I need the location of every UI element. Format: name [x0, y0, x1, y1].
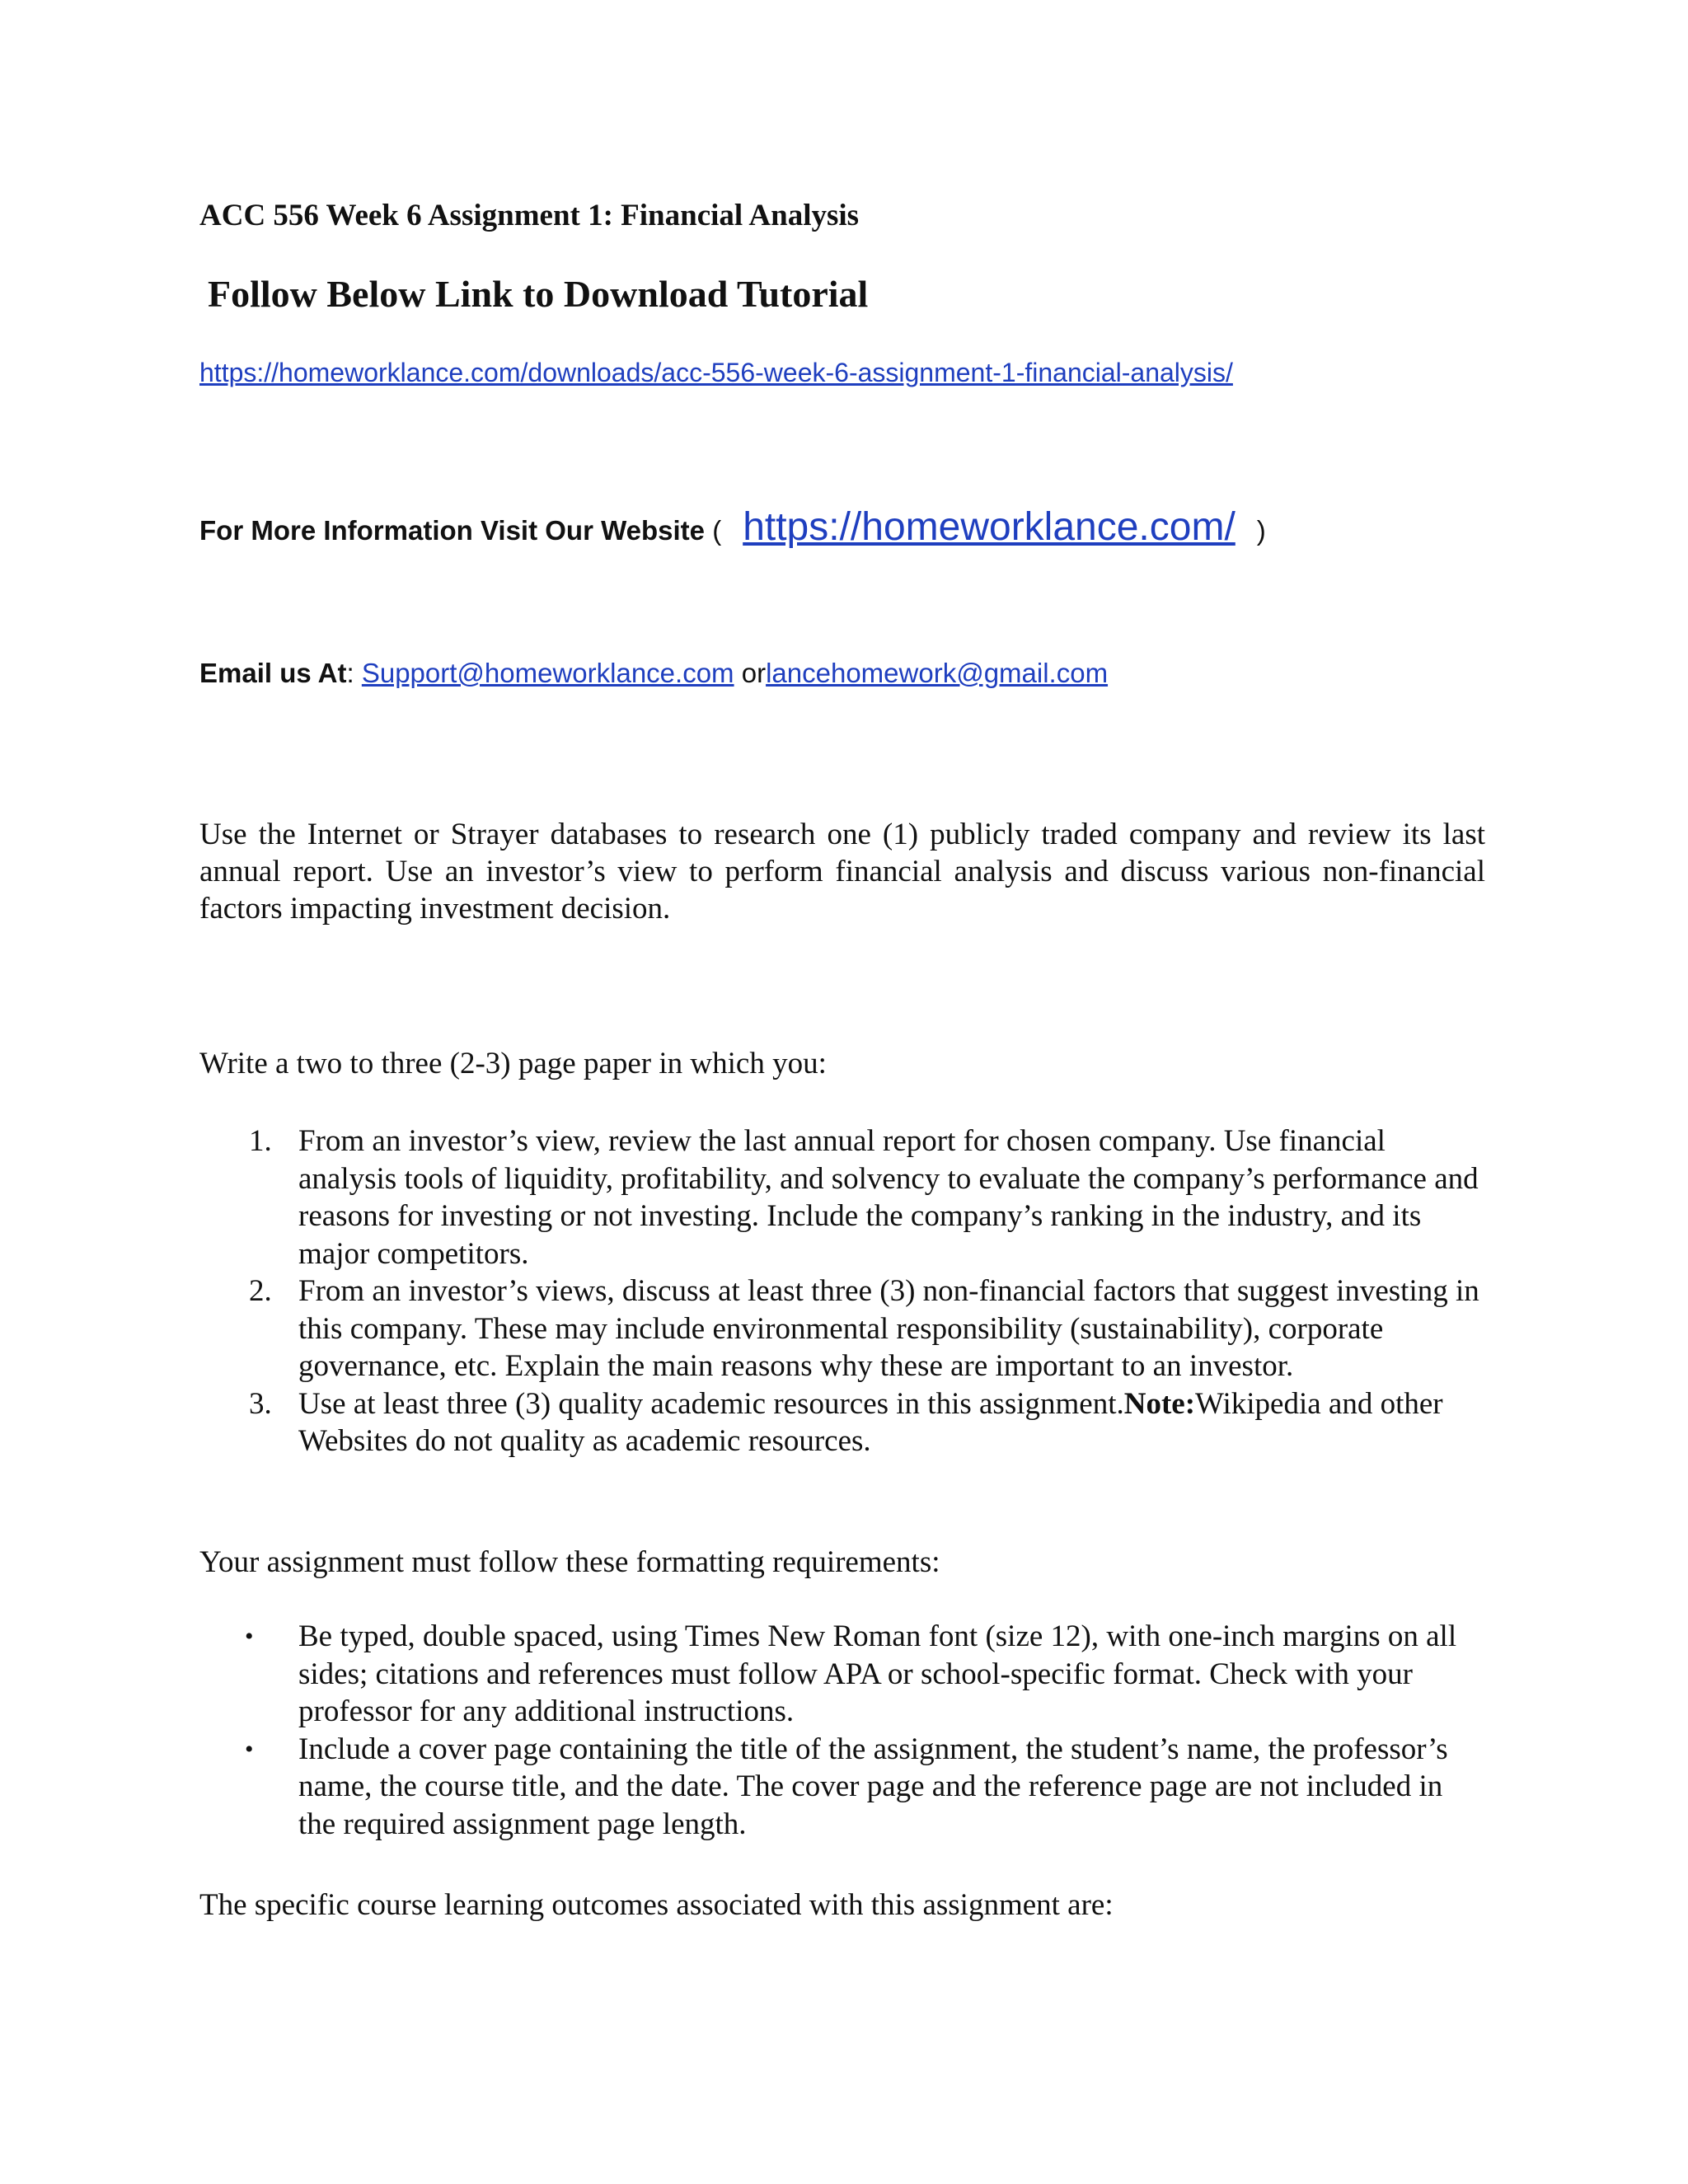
website-link[interactable]: https://homeworklance.com/: [743, 505, 1236, 549]
close-paren: ): [1256, 515, 1266, 546]
requirement-item: [199, 1385, 1485, 1460]
formatting-list: [199, 1618, 1485, 1843]
tutorial-heading: Follow Below Link to Download Tutorial: [208, 273, 869, 315]
formatting-text: Include a cover page containing the title of the assignment, the student’s name, the professor’s name, the course title, and the date. The cover page and the reference page are not included in the required assignment page length.: [298, 1732, 1448, 1841]
lance-email-link[interactable]: lancehomework@gmail.com: [766, 658, 1109, 688]
website-info-line: [199, 504, 1266, 550]
formatting-item: [199, 1618, 1485, 1731]
website-info-label: For More Information Visit Our Website: [199, 515, 706, 546]
email-or: or: [741, 658, 767, 688]
support-email-link[interactable]: Support@homeworklance.com: [361, 658, 734, 688]
write-instructions: Write a two to three (2-3) page paper in which you:: [199, 1047, 827, 1080]
intro-paragraph: Use the Internet or Strayer databases to research one (1) publicly traded company and review its last annual report. Use an investor’s view to perform financial analysis and discuss various non-financial factors impacting investment decision.: [199, 818, 1485, 926]
document-title: ACC 556 Week 6 Assignment 1: Financial Analysis: [199, 199, 860, 232]
requirement-text: Use at least three (3) quality academic resources in this assignment.: [298, 1386, 1124, 1421]
note-text: Wikipedia and other Websites do not quality as academic resources.: [298, 1386, 1443, 1458]
email-colon: :: [346, 658, 354, 688]
formatting-intro: Your assignment must follow these formatting requirements:: [199, 1545, 940, 1579]
requirement-number: 2.: [249, 1274, 272, 1308]
note-label: Note:: [1123, 1386, 1196, 1421]
formatting-text: Be typed, double spaced, using Times New Roman font (size 12), with one-inch margins on all sides; citations and references must follow APA or school-specific format. Check with your professor for any additional instructions.: [298, 1619, 1457, 1728]
requirement-number: 1.: [249, 1124, 272, 1158]
tutorial-link-line: [199, 358, 1233, 388]
outcomes-intro: The specific course learning outcomes associated with this assignment are:: [199, 1888, 1114, 1922]
open-paren: (: [712, 515, 722, 546]
bullet-icon: •: [245, 1623, 254, 1650]
requirements-list: [199, 1122, 1485, 1460]
requirement-text: From an investor’s views, discuss at least three (3) non-financial factors that suggest investing in this company. These may include environmental responsibility (sustainability), corporate governance, etc. Explain the main reasons why these are important to an investor.: [298, 1274, 1479, 1383]
requirement-item: [199, 1122, 1485, 1272]
requirement-text: From an investor’s view, review the last annual report for chosen company. Use financial analysis tools of liquidity, profitability, and solvency to evaluate the company’s performance and reasons for investing or not investing. Include the company’s ranking in the industry, and its major competitors.: [298, 1124, 1479, 1271]
bullet-icon: •: [245, 1735, 254, 1763]
tutorial-download-link[interactable]: https://homeworklance.com/downloads/acc-556-week-6-assignment-1-financial-analysis/: [199, 358, 1233, 387]
requirement-item: [199, 1272, 1485, 1385]
requirement-number: 3.: [249, 1386, 272, 1421]
email-line: [199, 658, 1108, 689]
formatting-item: [199, 1731, 1485, 1844]
email-label: Email us At: [199, 658, 347, 688]
